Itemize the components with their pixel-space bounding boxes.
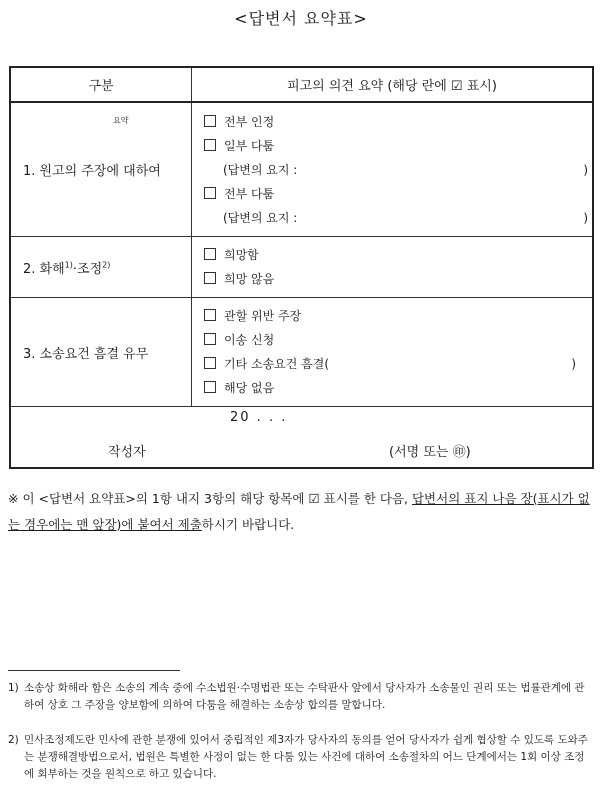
checkbox[interactable] <box>204 187 216 199</box>
checkbox[interactable] <box>204 272 216 284</box>
signature-field[interactable]: (서명 또는 ㊞) <box>389 445 471 460</box>
date-field[interactable]: 20 . . . <box>230 410 288 425</box>
footnote-1: 1) 소송상 화해라 함은 소송의 계속 중에 수소법원·수명법관 또는 수탁판사 앞에서 당사자가 소송물인 권리 또는 법률관계에 관하여 상호 그 주장을 양보함에 의하여 다툼을 해결하는 소송상 합의를 말합니다. <box>8 682 585 711</box>
underlined-instruction: 답변서의 표지 나음 장(표시가 없는 경우에는 맨 앞장)에 붙여서 제출 <box>8 491 590 532</box>
checkbox[interactable] <box>204 309 216 321</box>
options-settlement <box>192 237 594 298</box>
option-other-defect: 기타 소송요건 흠결( ) <box>204 352 592 376</box>
row-label-text: 1. 원고의 주장에 대하여 <box>23 164 161 179</box>
options-claim <box>192 102 594 237</box>
checkbox[interactable] <box>204 115 216 127</box>
signature-area <box>10 407 593 469</box>
header-category: 구분 <box>10 67 192 102</box>
checkbox[interactable] <box>204 381 216 393</box>
instruction-note: ※ 이 <답변서 요약표>의 1항 내지 3항의 해당 항목에 ☑ 표시를 한 다음, 답변서의 표지 나음 장(표시가 없는 경우에는 맨 앞장)에 붙여서 제출하시기 바랍니다. <box>8 491 590 532</box>
page-title: <답변서 요약표> <box>234 9 368 28</box>
checkbox[interactable] <box>204 357 216 369</box>
footnote-2: 2) 민사조정제도란 민사에 관한 분쟁에 있어서 중립적인 제3자가 당사자의 동의를 얻어 당사자가 쉽게 협상할 수 있도록 도와주는 분쟁해결방법으로서, 법원은 특별한 사정이 없는 한 다툼 있는 사건에 대하여 소송절차의 어느 단계에서는 1회 이상 조정에 회부하는 것을 원칙으로 하고 있습니다. <box>8 734 588 780</box>
options-requirements <box>192 298 594 407</box>
answer-gist-1: (답변의 요지 : ) <box>223 162 588 177</box>
option-transfer: 이송 신청 <box>204 328 592 352</box>
option-full-admit: 전부 인정 <box>204 110 592 134</box>
author-label: 작성자 <box>108 445 146 460</box>
checkbox[interactable] <box>204 139 216 151</box>
header-summary: 피고의 의견 요약 (해당 란에 ☑ 표시) <box>192 67 594 102</box>
answer-gist-2: (답변의 요지 : ) <box>223 210 588 225</box>
footnote-divider <box>8 670 180 671</box>
option-none: 해당 없음 <box>204 376 592 400</box>
summary-table <box>9 66 594 469</box>
row-label-requirements: 3. 소송요건 흠결 유무 <box>10 298 192 407</box>
checkbox[interactable] <box>204 333 216 345</box>
checkbox[interactable] <box>204 248 216 260</box>
option-jurisdiction: 관할 위반 주장 <box>204 304 592 328</box>
option-desire: 희망함 <box>204 243 592 267</box>
option-full-dispute: 전부 다툼 <box>204 182 592 206</box>
option-partial-dispute: 일부 다툼 <box>204 134 592 158</box>
row-label-settlement: 2. 화해$^{1)}$·조정$^{2)}$ <box>10 237 192 298</box>
summary-small-note: 요약 <box>113 116 129 125</box>
row-label-claim <box>10 102 192 237</box>
option-not-desire: 희망 않음 <box>204 267 592 291</box>
